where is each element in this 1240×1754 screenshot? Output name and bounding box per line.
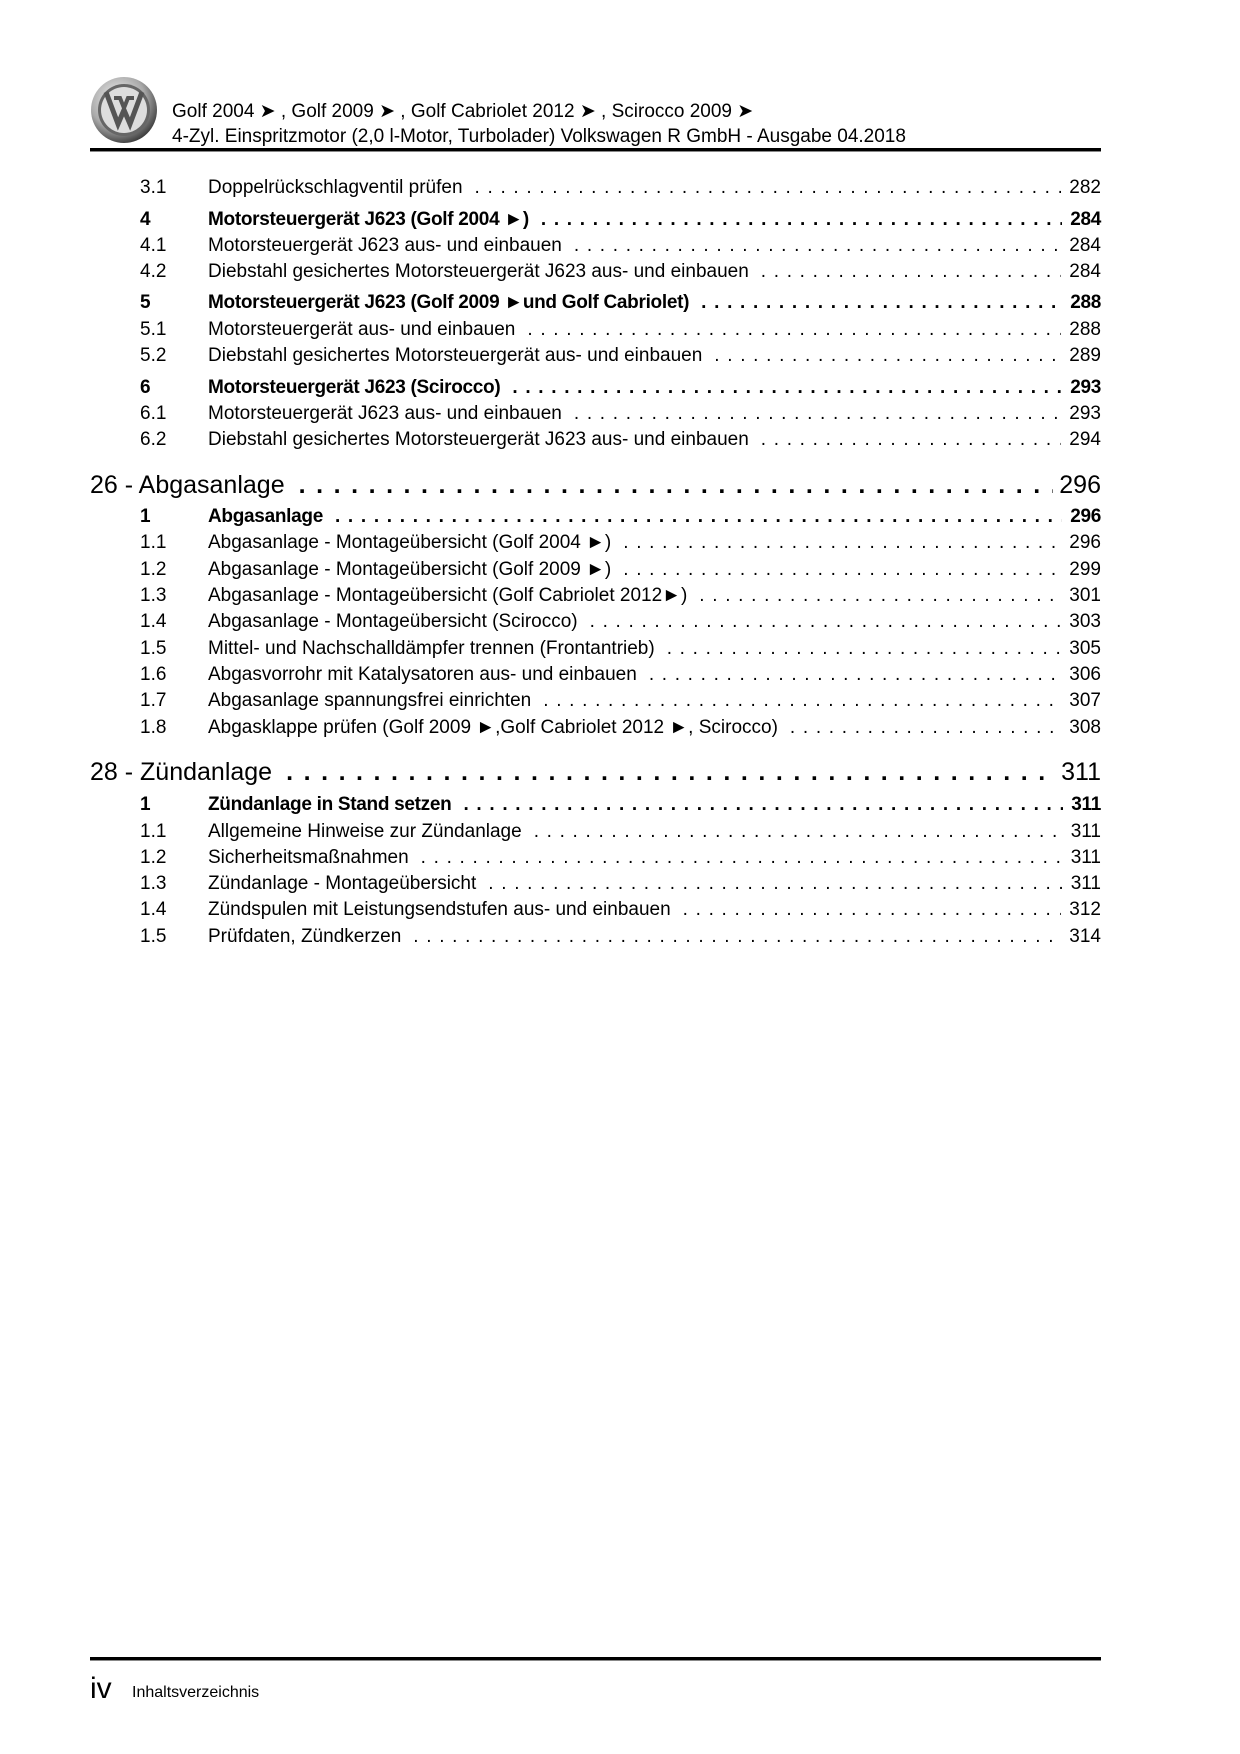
entry-title: Diebstahl gesichertes Motorsteuergerät aus- und einbauen [208, 345, 703, 366]
page-number: 305 [1069, 638, 1101, 659]
dot-leader [699, 585, 1061, 607]
dot-leader [299, 471, 1054, 500]
dot-leader [512, 377, 1062, 399]
header-title: 4-Zyl. Einspritzmotor (2,0 l-Motor, Turbolader) Volkswagen R GmbH - Ausgabe 04.2018 [172, 126, 906, 147]
entry-title: Zündanlage in Stand setzen [208, 794, 452, 815]
toc-section[interactable] [140, 794, 1101, 818]
page-number: 284 [1069, 261, 1101, 282]
entry-title: Abgasanlage [208, 506, 323, 527]
toc-entry[interactable] [140, 690, 1101, 714]
dot-leader [527, 319, 1061, 341]
dot-leader [574, 403, 1061, 425]
page-number: 311 [1070, 873, 1101, 894]
entry-number: 1.3 [140, 585, 167, 606]
page-number: 311 [1070, 847, 1101, 868]
dot-leader [543, 690, 1061, 712]
entry-title: Doppelrückschlagventil prüfen [208, 177, 463, 198]
page-number: 284 [1070, 209, 1101, 230]
entry-number: 1.2 [140, 559, 167, 580]
entry-title: Prüfdaten, Zündkerzen [208, 926, 402, 947]
dot-leader [623, 559, 1061, 581]
entry-number: 1.3 [140, 873, 167, 894]
entry-number: 5.2 [140, 345, 167, 366]
entry-number: 6.1 [140, 403, 167, 424]
entry-title: Zündspulen mit Leistungsendstufen aus- und einbauen [208, 899, 671, 920]
entry-title: Abgasanlage - Montageübersicht (Golf 2009 ►) [208, 559, 612, 580]
dot-leader [623, 532, 1061, 554]
entry-number: 5 [140, 292, 151, 313]
toc-entry[interactable] [140, 345, 1101, 369]
entry-number: 1.1 [140, 532, 167, 553]
toc-entry[interactable] [140, 429, 1101, 453]
toc-section[interactable] [140, 292, 1101, 316]
toc-chapter[interactable] [90, 758, 1101, 787]
toc-entry[interactable] [140, 611, 1101, 635]
dot-leader [574, 235, 1061, 257]
page-number: 288 [1070, 292, 1101, 313]
toc-entry[interactable] [140, 926, 1101, 950]
page-number: 284 [1069, 235, 1101, 256]
page-number: 303 [1069, 611, 1101, 632]
page-number: 288 [1069, 319, 1101, 340]
toc-entry[interactable] [140, 177, 1101, 201]
footer-rule [90, 1657, 1101, 1661]
entry-title: Abgasanlage - Montageübersicht (Golf 2004 ►) [208, 532, 612, 553]
header-models: Golf 2004 ➤ , Golf 2009 ➤ , Golf Cabriolet 2012 ➤ , Scirocco 2009 ➤ [172, 101, 754, 122]
entry-number: 4.1 [140, 235, 167, 256]
dot-leader [534, 821, 1063, 843]
toc-entry[interactable] [140, 532, 1101, 556]
entry-number: 1.2 [140, 847, 167, 868]
page-number: 296 [1059, 471, 1101, 499]
page-number: 306 [1069, 664, 1101, 685]
entry-title: Abgasanlage - Montageübersicht (Golf Cabriolet 2012►) [208, 585, 688, 606]
entry-number: 1.5 [140, 926, 167, 947]
page-number: 293 [1069, 403, 1101, 424]
page-number: 289 [1069, 345, 1101, 366]
entry-number: 4 [140, 209, 151, 230]
dot-leader [683, 899, 1062, 921]
dot-leader [286, 758, 1055, 787]
dot-leader [790, 717, 1061, 739]
dot-leader [761, 261, 1062, 283]
page-number: 293 [1070, 377, 1101, 398]
page-number: 296 [1070, 506, 1101, 527]
chapter-title: 26 - Abgasanlage [90, 471, 285, 499]
toc-section[interactable] [140, 506, 1101, 530]
dot-leader [649, 664, 1061, 686]
toc-entry[interactable] [140, 821, 1101, 845]
dot-leader [714, 345, 1061, 367]
dot-leader [701, 292, 1062, 314]
entry-title: Motorsteuergerät J623 (Scirocco) [208, 377, 501, 398]
entry-title: Abgasvorrohr mit Katalysatoren aus- und einbauen [208, 664, 637, 685]
vw-logo [90, 76, 158, 144]
entry-number: 5.1 [140, 319, 167, 340]
entry-title: Abgasanlage - Montageübersicht (Scirocco) [208, 611, 578, 632]
entry-number: 1.4 [140, 611, 167, 632]
entry-number: 1 [140, 506, 151, 527]
entry-number: 1.6 [140, 664, 167, 685]
toc-entry[interactable] [140, 319, 1101, 343]
page-number: 307 [1069, 690, 1101, 711]
entry-number: 3.1 [140, 177, 167, 198]
page-number: 301 [1069, 585, 1101, 606]
toc-section[interactable] [140, 377, 1101, 401]
header-rule [90, 148, 1101, 152]
entry-title: Abgasklappe prüfen (Golf 2009 ►,Golf Cabriolet 2012 ►, Scirocco) [208, 717, 778, 738]
footer-page-number: iv [90, 1672, 112, 1705]
entry-title: Motorsteuergerät J623 aus- und einbauen [208, 403, 562, 424]
entry-title: Zündanlage - Montageübersicht [208, 873, 477, 894]
dot-leader [335, 506, 1062, 528]
entry-title: Allgemeine Hinweise zur Zündanlage [208, 821, 522, 842]
entry-title: Mittel- und Nachschalldämpfer trennen (Frontantrieb) [208, 638, 655, 659]
toc-entry[interactable] [140, 664, 1101, 688]
toc-entry[interactable] [140, 717, 1101, 741]
entry-number: 1.5 [140, 638, 167, 659]
toc-entry[interactable] [140, 638, 1101, 662]
entry-title: Abgasanlage spannungsfrei einrichten [208, 690, 532, 711]
page-number: 312 [1069, 899, 1101, 920]
chapter-title: 28 - Zündanlage [90, 758, 273, 786]
page-number: 311 [1061, 758, 1101, 786]
entry-title: Motorsteuergerät aus- und einbauen [208, 319, 516, 340]
toc-entry[interactable] [140, 261, 1101, 285]
entry-number: 1.4 [140, 899, 167, 920]
dot-leader [761, 429, 1062, 451]
dot-leader [541, 209, 1062, 231]
toc-entry[interactable] [140, 585, 1101, 609]
entry-title: Sicherheitsmaßnahmen [208, 847, 409, 868]
entry-number: 4.2 [140, 261, 167, 282]
toc-entry[interactable] [140, 559, 1101, 583]
entry-number: 1.8 [140, 717, 167, 738]
entry-number: 1 [140, 794, 151, 815]
entry-title: Diebstahl gesichertes Motorsteuergerät J623 aus- und einbauen [208, 429, 749, 450]
entry-number: 6.2 [140, 429, 167, 450]
dot-leader [463, 794, 1063, 816]
page-number: 308 [1069, 717, 1101, 738]
page-number: 311 [1071, 794, 1101, 815]
dot-leader [667, 638, 1062, 660]
page-number: 294 [1069, 429, 1101, 450]
dot-leader [413, 926, 1061, 948]
toc-entry[interactable] [140, 235, 1101, 259]
dot-leader [421, 847, 1063, 869]
dot-leader [488, 873, 1062, 895]
toc-entry[interactable] [140, 403, 1101, 427]
toc-entry[interactable] [140, 847, 1101, 871]
entry-number: 1.1 [140, 821, 167, 842]
toc-entry[interactable] [140, 899, 1101, 923]
entry-number: 1.7 [140, 690, 167, 711]
entry-title: Diebstahl gesichertes Motorsteuergerät J623 aus- und einbauen [208, 261, 749, 282]
page-number: 314 [1069, 926, 1101, 947]
page-number: 282 [1069, 177, 1101, 198]
entry-title: Motorsteuergerät J623 (Golf 2004 ►) [208, 209, 529, 230]
toc-section[interactable] [140, 209, 1101, 233]
toc-entry[interactable] [140, 873, 1101, 897]
page-number: 299 [1069, 559, 1101, 580]
footer-label: Inhaltsverzeichnis [132, 1684, 260, 1701]
entry-number: 6 [140, 377, 151, 398]
toc-chapter[interactable] [90, 471, 1101, 500]
entry-title: Motorsteuergerät J623 (Golf 2009 ►und Golf Cabriolet) [208, 292, 690, 313]
entry-title: Motorsteuergerät J623 aus- und einbauen [208, 235, 562, 256]
dot-leader [590, 611, 1062, 633]
page-number: 311 [1070, 821, 1101, 842]
page-number: 296 [1069, 532, 1101, 553]
dot-leader [475, 177, 1062, 199]
